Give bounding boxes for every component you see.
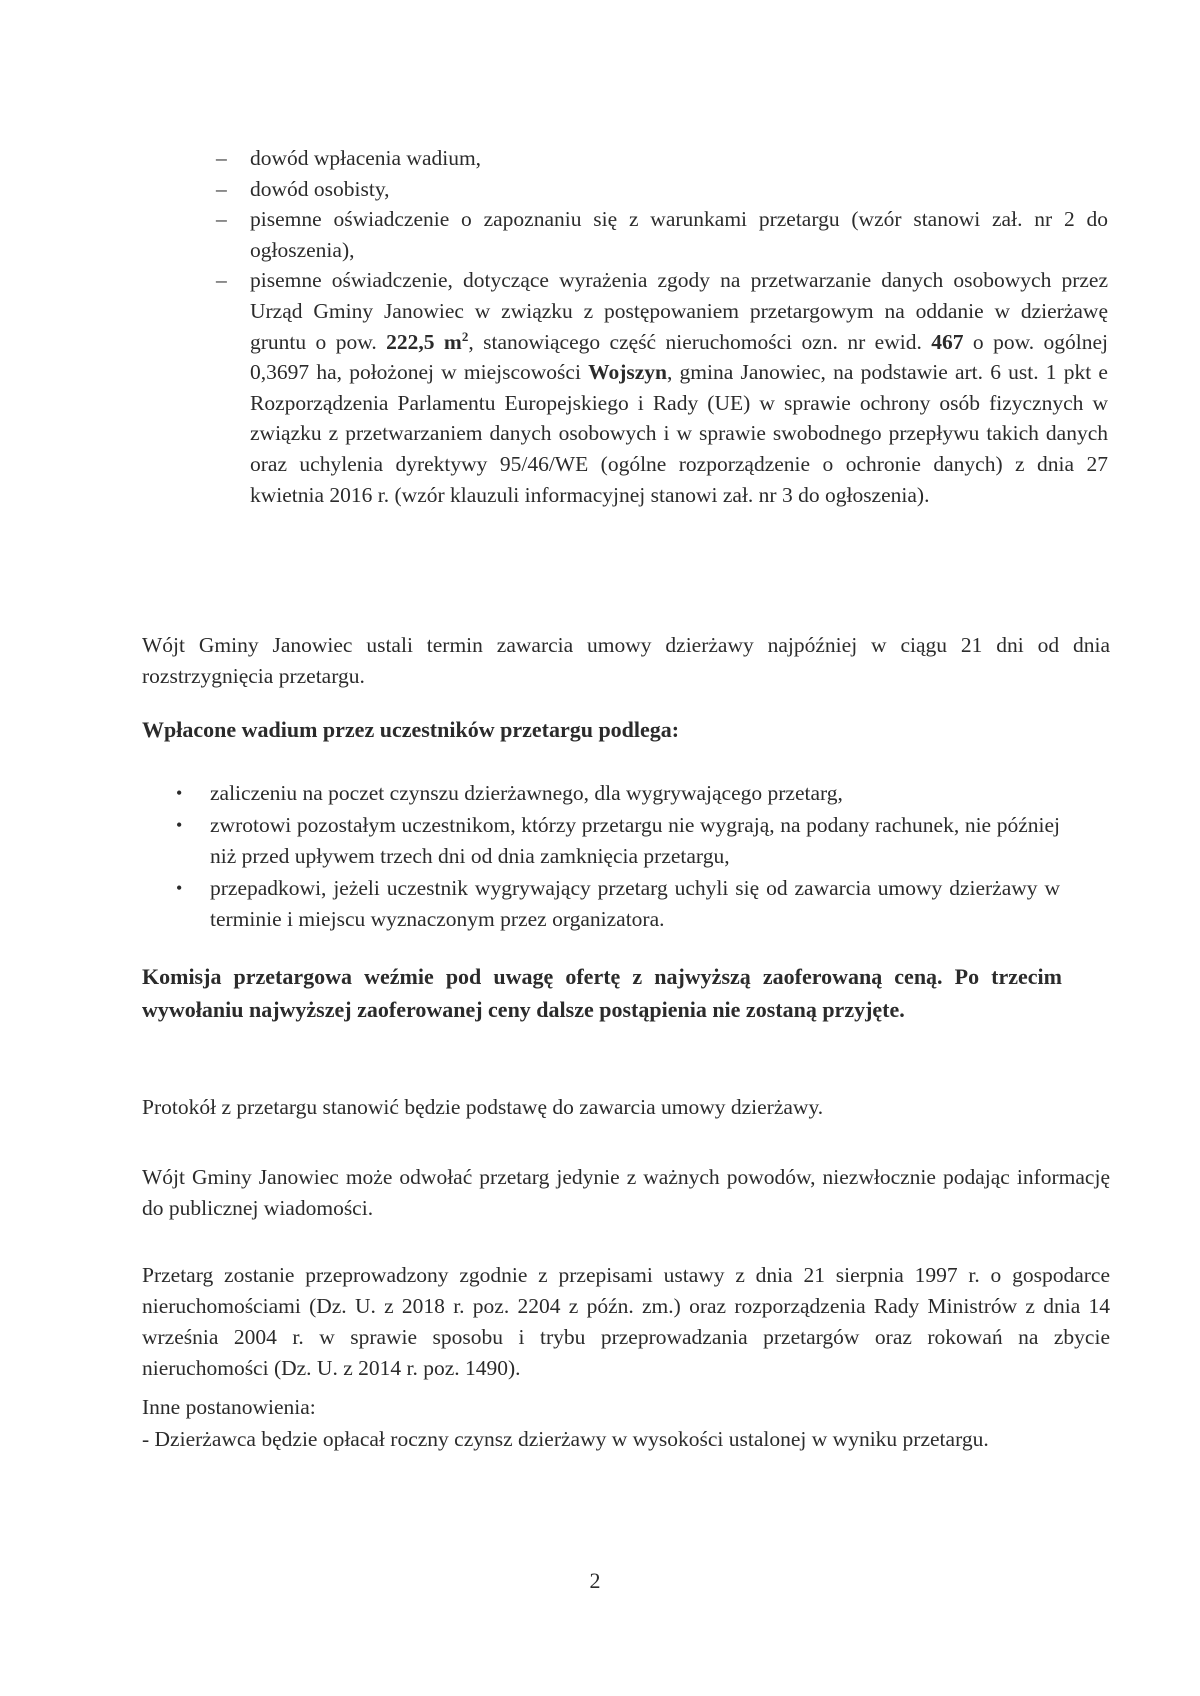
list-item: • zaliczeniu na poczet czynszu dzierżawnego, dla wygrywającego przetarg, (210, 778, 1060, 809)
list-item: • zwrotowi pozostałym uczestnikom, którzy przetargu nie wygrają, na podany rachunek, nie później niż przed upływem trzech dni od dnia zamknięcia przetargu, (210, 810, 1060, 872)
wadium-heading: Wpłacone wadium przez uczestników przetargu podlega: (142, 717, 680, 742)
parcel-number: 467 (931, 329, 964, 354)
list-item: – pisemne oświadczenie o zapoznaniu się z warunkami przetargu (wzór stanowi zał. nr 2 do ogłoszenia), (250, 204, 1108, 265)
odwolanie-paragraph: Wójt Gminy Janowiec może odwołać przetarg jedynie z ważnych powodów, niezwłocznie podając informację do publicznej wiadomości. (142, 1165, 1110, 1220)
komisja-paragraph: Komisja przetargowa weźmie pod uwagę ofertę z najwyższą zaoferowaną ceną. Po trzecim wywołaniu najwyższej zaoferowanej ceny dalsze postąpienia nie zostaną przyjęte. (142, 964, 1062, 1022)
inne-postanowienia-item: - Dzierżawca będzie opłacał roczny czynsz dzierżawy w wysokości ustalonej w wyniku przetargu. (142, 1427, 989, 1451)
list-item: – dowód wpłacenia wadium, (250, 143, 1108, 174)
plot-area: 222,5 $m^2$ (386, 328, 469, 354)
list-item-rodo-consent: – pisemne oświadczenie, dotyczące wyrażenia zgody na przetwarzanie danych osobowych przez Urząd Gminy Janowiec w związku z postępowaniem przetargowym na oddanie w dzierżawę gruntu o pow. 222,5 $m^2$, stanowiącego część nieruchomości ozn. nr ewid. 467 o pow. ogólnej 0,3697 ha, położonej w miejscowości Wojszyn, gmina Janowiec, na podstawie art. 6 ust. 1 pkt e Rozporządzenia Parlamentu Europejskiego i Rady (UE) w sprawie ochrony osób fizycznych w związku z przetwarzaniem danych osobowych i w sprawie swobodnego przepływu takich danych oraz uchylenia dyrektywy 95/46/WE (ogólne rozporządzenie o ochronie danych) z dnia 27 kwietnia 2016 r. (wzór klauzuli informacyjnej stanowi zał. nr 3 do ogłoszenia). (250, 265, 1108, 510)
required-documents-list (250, 143, 1108, 510)
list-item: – dowód osobisty, (250, 174, 1108, 205)
page-number: 2 (589, 1568, 601, 1593)
wadium-list (210, 778, 1060, 936)
protokol-paragraph: Protokół z przetargu stanowić będzie podstawę do zawarcia umowy dzierżawy. (142, 1095, 824, 1119)
contract-term-paragraph: Wójt Gminy Janowiec ustali termin zawarcia umowy dzierżawy najpóźniej w ciągu 21 dni od dnia rozstrzygnięcia przetargu. (142, 633, 1110, 688)
village-name: Wojszyn (588, 360, 667, 385)
list-item: • przepadkowi, jeżeli uczestnik wygrywający przetarg uchyli się od zawarcia umowy dzierżawy w terminie i miejscu wyznaczonym przez organizatora. (210, 873, 1060, 935)
podstawa-prawna-paragraph: Przetarg zostanie przeprowadzony zgodnie z przepisami ustawy z dnia 21 sierpnia 1997 r. o gospodarce nieruchomościami (Dz. U. z 2018 r. poz. 2204 z późn. zm.) oraz rozporządzenia Rady Ministrów z dnia 14 września 2004 r. w sprawie sposobu i trybu przeprowadzania przetargów oraz rokowań na zbycie nieruchomości (Dz. U. z 2014 r. poz. 1490). (142, 1263, 1110, 1380)
inne-postanowienia-heading: Inne postanowienia: (142, 1395, 316, 1419)
